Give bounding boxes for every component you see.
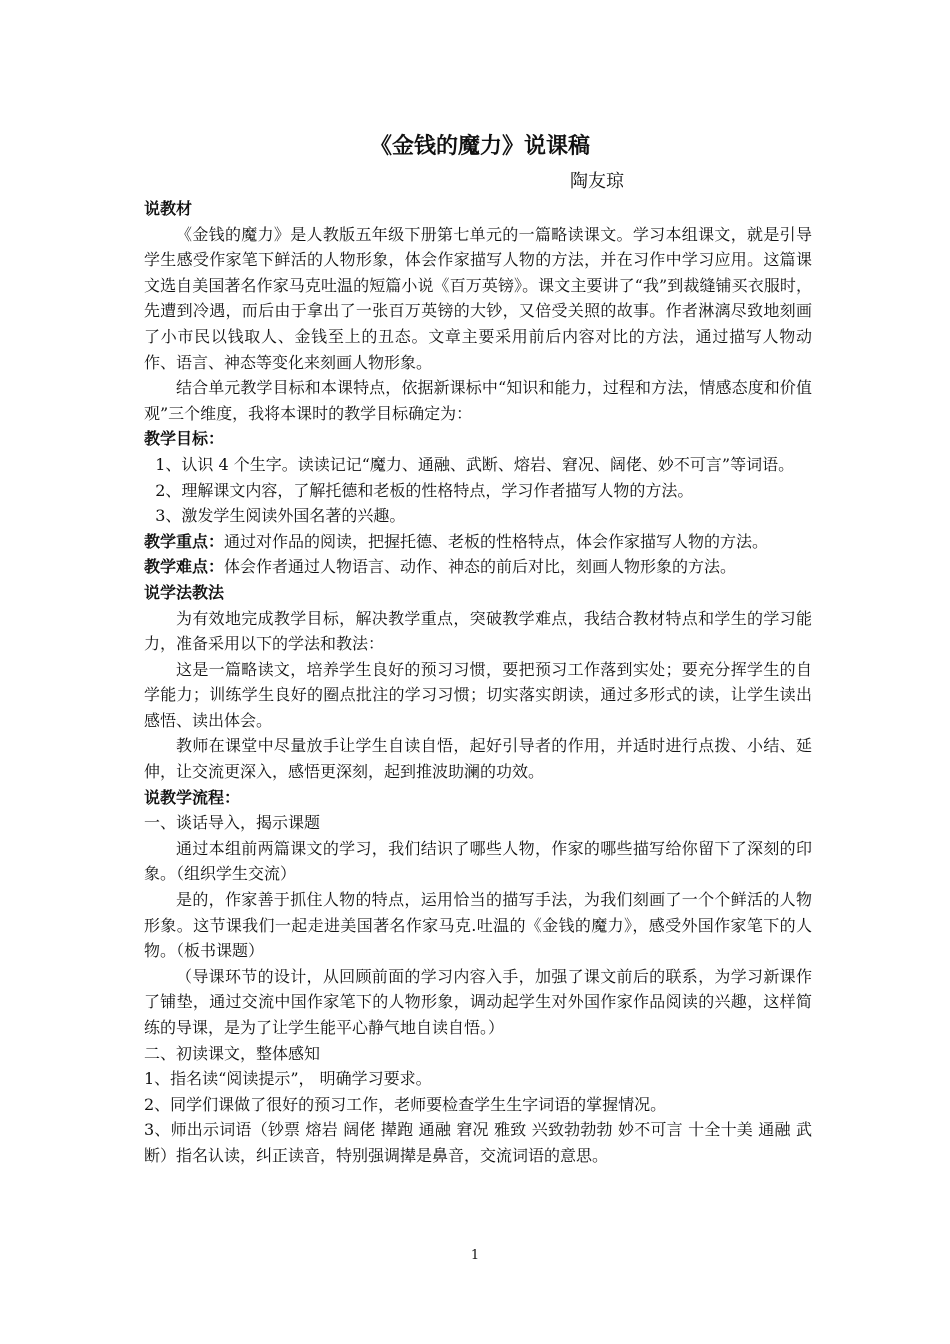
paragraph: 为有效地完成教学目标，解决教学重点，突破教学难点，我结合教材特点和学生的学习能力，准备采用以下的学法和教法： [144,608,812,654]
section-heading-mubiao: 教学目标： [144,429,225,449]
difficult-point-label: 教学难点： [144,557,225,577]
step-item: 2、同学们课做了很好的预习工作，老师要检查学生生字词语的掌握情况。 [144,1094,667,1114]
paragraph: 通过本组前两篇课文的学习，我们结识了哪些人物，作家的哪些描写给你留下了深刻的印象。（组织学生交流） [144,838,812,884]
difficult-point-text: 体会作者通过人物语言、动作、神态的前后对比，刻画人物形象的方法。 [224,557,737,577]
objective-item: 1、认识 4 个生字。读读记记“魔力、通融、武断、熔岩、窘况、阔佬、妙不可言”等词语。 [155,454,795,474]
step-title: 一、谈话导入，揭示课题 [144,813,321,833]
section-heading-jiaocai: 说教材 [144,199,193,218]
paragraph: 这是一篇略读文，培养学生良好的预习习惯，要把预习工作落到实处；要充分挥学生的自学能力；训练学生良好的圈点批注的学习习惯；切实落实朗读，通过多形式的读，让学生读出感悟、读出体会。 [144,659,812,730]
step-item: 3、师出示词语（钞票 熔岩 阔佬 撵跑 通融 窘况 雅致 兴致勃勃勃 妙不可言 十全十美 通融 武断）指名认读，纠正读音，特别强调撵是鼻音，交流词语的意思。 [144,1120,812,1165]
difficult-point [144,554,812,580]
paragraph: 教师在课堂中尽量放手让学生自读自悟，起好引导者的作用，并适时进行点拨、小结、延伸，让交流更深入，感悟更深刻，起到推波助澜的功效。 [144,736,812,782]
paragraph: 是的，作家善于抓住人物的特点，运用恰当的描写手法，为我们刻画了一个个鲜活的人物形象。这节课我们一起走进美国著名作家马克.吐温的《金钱的魔力》，感受外国作家笔下的人物。（板书课题） [144,890,812,961]
key-point-label: 教学重点： [144,531,225,551]
paragraph: 结合单元教学目标和本课特点，依据新课标中“知识和能力，过程和方法，情感态度和价值观”三个维度，我将本课时的教学目标确定为： [144,378,812,423]
objective-item: 3、激发学生阅读外国名著的兴趣。 [155,506,406,526]
document-title: 《金钱的魔力》说课稿 [369,134,590,159]
page-number: 1 [470,1248,480,1263]
key-point [144,529,812,555]
objective-item: 2、理解课文内容，了解托德和老板的性格特点，学习作者描写人物的方法。 [155,480,694,500]
step-item: 1、指名读“阅读提示”， 明确学习要求。 [144,1069,432,1089]
page-content [144,126,812,1169]
paragraph: （导课环节的设计，从回顾前面的学习内容入手，加强了课文前后的联系，为学习新课作了铺垫，通过交流中国作家笔下的人物形象，调动起学生对外国作家作品阅读的兴趣，这样简练的导课，是为了让学生能平心静气地自读自悟。） [144,966,812,1037]
section-heading-xuefa: 说学法教法 [144,582,225,602]
author-name: 陶友琼 [570,171,624,192]
key-point-text: 通过对作品的阅读，把握托德、老板的性格特点，体会作家描写人物的方法。 [224,531,769,551]
section-heading-liucheng: 说教学流程： [144,787,241,807]
step-title: 二、初读课文，整体感知 [144,1043,321,1063]
paragraph: 《金钱的魔力》是人教版五年级下册第七单元的一篇略读课文。学习本组课文，就是引导学生感受作家笔下鲜活的人物形象，体会作家描写人物的方法，并在习作中学习应用。这篇课文选自美国著名作家马克吐温的短篇小说《百万英镑》。课文主要讲了“我”到裁缝铺买衣服时，先遭到冷遇，而后由于拿出了一张百万英镑的大钞，又倍受关照的故事。作者淋漓尽致地刻画了小市民以钱取人、金钱至上的丑态。文章主要采用前后内容对比的方法，通过描写人物动作、语言、神态等变化来刻画人物形象。 [144,224,812,372]
